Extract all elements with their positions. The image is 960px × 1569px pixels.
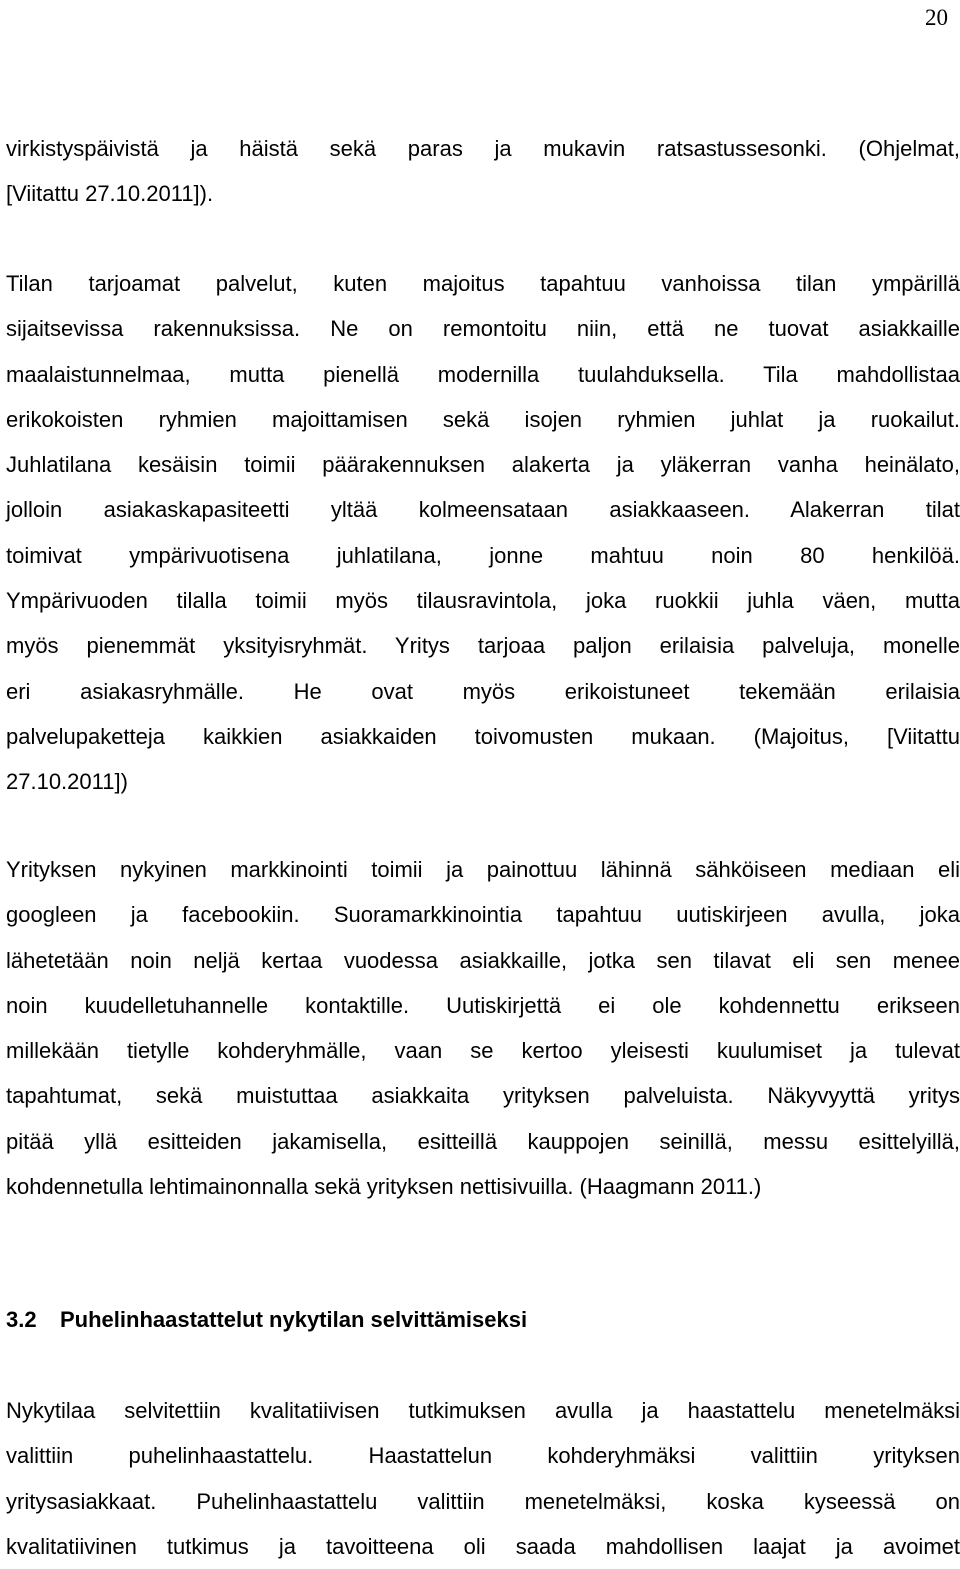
text-line: toimivat ympärivuotisena juhlatilana, jonne mahtuu noin 80 henkilöä. [6,542,960,568]
text-line: lähetetään noin neljä kertaa vuodessa asiakkaille, jotka sen tilavat eli sen menee [6,947,960,973]
paragraph-2 [6,261,960,805]
text-line: Ympärivuoden tilalla toimii myös tilausravintola, joka ruokkii juhla väen, mutta [6,588,960,614]
paragraph-3 [6,847,960,1209]
section-title: Puhelinhaastattelut nykytilan selvittämiseksi [60,1307,528,1332]
text-line: valittiin puhelinhaastattelu. Haastattelun kohderyhmäksi valittiin yrityksen [6,1443,960,1469]
text-line: 27.10.2011]) [6,769,128,795]
text-line: yritysasiakkaat. Puhelinhaastattelu valittiin menetelmäksi, koska kyseessä on [6,1488,960,1514]
text-line: kvalitatiivinen tutkimus ja tavoitteena oli saada mahdollisen laajat ja avoimet [6,1533,960,1559]
text-line: virkistyspäivistä ja häistä sekä paras ja mukavin ratsastussesonki. (Ohjelmat, [6,136,960,161]
text-line: erikokoisten ryhmien majoittamisen sekä isojen ryhmien juhlat ja ruokailut. [6,406,960,432]
text-line: googleen ja facebookiin. Suoramarkkinointia tapahtuu uutiskirjeen avulla, joka [6,902,960,928]
text-line: tapahtumat, sekä muistuttaa asiakkaita yrityksen palveluista. Näkyvyyttä yritys [6,1083,960,1109]
text-line: noin kuudelletuhannelle kontaktille. Uutiskirjettä ei ole kohdennettu erikseen [6,992,960,1018]
text-line: pitää yllä esitteiden jakamisella, esitteillä kauppojen seinillä, messu esittelyillä, [6,1128,960,1154]
text-line: Juhlatilana kesäisin toimii päärakennuksen alakerta ja yläkerran vanha heinälato, [6,452,960,478]
text-line: sijaitsevissa rakennuksissa. Ne on remontoitu niin, että ne tuovat asiakkaille [6,316,960,342]
text-line: Nykytilaa selvitettiin kvalitatiivisen tutkimuksen avulla ja haastattelu menetelmäksi [6,1398,960,1423]
section-number: 3.2 [6,1307,37,1332]
text-line: myös pienemmät yksityisryhmät. Yritys tarjoaa paljon erilaisia palveluja, monelle [6,633,960,659]
text-line: Yrityksen nykyinen markkinointi toimii ja painottuu lähinnä sähköiseen mediaan eli [6,857,960,882]
page-number: 20 [925,5,948,30]
text-line: maalaistunnelmaa, mutta pienellä modernilla tuulahduksella. Tila mahdollistaa [6,361,960,387]
text-line: palvelupaketteja kaikkien asiakkaiden toivomusten mukaan. (Majoitus, [Viitattu [6,723,960,749]
paragraph-4 [6,1388,960,1569]
text-line: kohdennetulla lehtimainonnalla sekä yrityksen nettisivuilla. (Haagmann 2011.) [6,1174,762,1200]
paragraph-1 [6,126,960,217]
text-line: jolloin asiakaskapasiteetti yltää kolmeensataan asiakkaaseen. Alakerran tilat [6,497,960,523]
text-line: [Viitattu 27.10.2011]). [6,181,214,207]
section-heading [6,1305,527,1335]
text-line: millekään tietylle kohderyhmälle, vaan se kertoo yleisesti kuulumiset ja tulevat [6,1038,960,1064]
text-line: eri asiakasryhmälle. He ovat myös erikoistuneet tekemään erilaisia [6,678,960,704]
text-line: Tilan tarjoamat palvelut, kuten majoitus tapahtuu vanhoissa tilan ympärillä [6,271,960,296]
